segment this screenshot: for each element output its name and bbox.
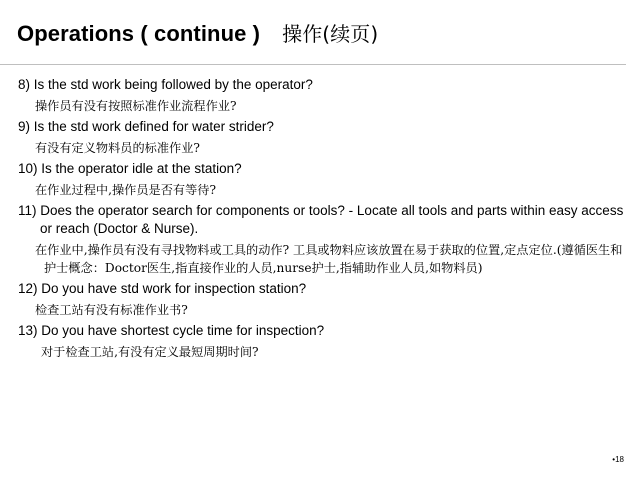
title-english: Operations ( continue ) xyxy=(17,21,261,46)
title-chinese: 操作(续页) xyxy=(282,22,379,46)
question-13: 13) Do you have shortest cycle time for inspection? xyxy=(18,323,325,338)
answer-10: 在作业过程中,操作员是否有等待? xyxy=(35,183,217,197)
question-8: 8) Is the std work being followed by the operator? xyxy=(18,77,313,92)
question-list xyxy=(18,76,630,364)
answer-9: 有没有定义物料员的标准作业? xyxy=(35,141,200,155)
page-title xyxy=(17,18,378,47)
question-11: 11) Does the operator search for components or tools? - Locate all tools and parts within easy access or reach (Doctor & Nurse). xyxy=(18,203,624,236)
answer-13: 对于检查工站,有没有定义最短周期时间? xyxy=(41,345,259,359)
page-number: •18 xyxy=(612,455,624,464)
question-9: 9) Is the std work defined for water strider? xyxy=(18,119,274,134)
question-10: 10) Is the operator idle at the station? xyxy=(18,161,242,176)
title-divider xyxy=(0,64,626,65)
question-12: 12) Do you have std work for inspection station? xyxy=(18,281,307,296)
answer-12: 检查工站有没有标准作业书? xyxy=(35,303,188,317)
answer-11: 在作业中,操作员有没有寻找物料或工具的动作? 工具或物料应该放置在易于获取的位置,定点定位.(遵循医生和护士概念：Doctor医生,指直接作业的人员,nurse护士,指辅助作业人员,如物料员) xyxy=(35,243,623,275)
answer-8: 操作员有没有按照标准作业流程作业? xyxy=(35,99,237,113)
